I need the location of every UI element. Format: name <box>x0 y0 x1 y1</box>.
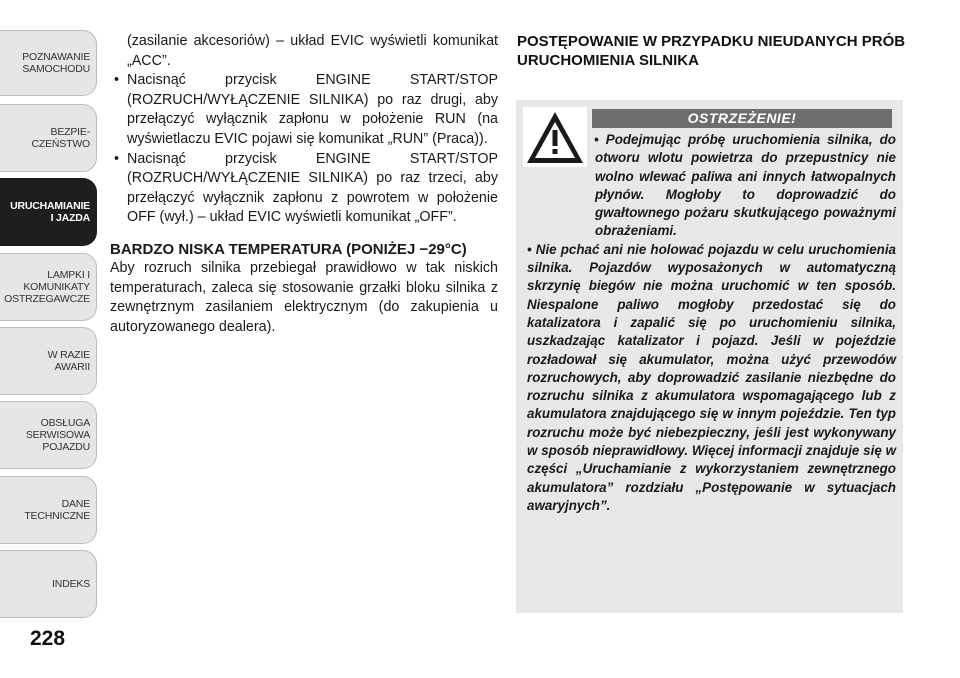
tab-label-line: LAMPKI I <box>47 269 90 281</box>
continuation-text: (zasilanie akcesoriów) – układ EVIC wyświetli komunikat „ACC”. <box>127 33 498 69</box>
tab-label-line: I JAZDA <box>50 212 90 224</box>
tab-label-line: OSTRZEGAWCZE <box>4 293 90 305</box>
tab-label-line: BEZPIE- <box>50 126 90 138</box>
body-paragraph: Aby rozruch silnika przebiegał prawidłowo w tak niskich temperaturach, zaleca się stosowanie grzałki bloku silnika z zewnętrznym zasilaniem elektrycznym (do zakupienia u autoryzowanego dealera). <box>110 259 498 335</box>
tab-label-line: SAMOCHODU <box>22 63 90 75</box>
section-heading: BARDZO NISKA TEMPERATURA (PONIŻEJ −29°C) <box>110 240 467 258</box>
tab-label-line: KOMUNIKATY <box>23 281 90 293</box>
tab-indeks[interactable] <box>0 550 97 618</box>
tab-label-line: W RAZIE <box>47 349 90 361</box>
warning-item: • Nie pchać ani nie holować pojazdu w celu uruchomienia silnika. Pojazdów wyposażonych w automatyczną skrzynię biegów nie można uruchomić w ten sposób. Niespalone paliwo mogłoby przedostać się do katalizatora i zapalić się po uruchomieniu silnika, uszkadzając katalizator i pojazd. Jeśli w pojeździe rozładował się akumulator, można użyć przewodów rozruchowych, aby doprowadzić zasilanie niezbędne do rozruchu silnika z akumulatora wspomagającego lub z akumulatora znajdującego się w innym pojeździe. Ten typ rozruchu może być niebezpieczny, jeśli jest wykonywany w sposób nieprawidłowy. Więcej informacji znajduje się w części „Uruchamianie z wykorzystaniem zewnętrznego akumulatora” rozdziału „Postępowanie w sytuacjach awaryjnych”. <box>527 241 896 513</box>
page-number: 228 <box>30 627 66 650</box>
left-column <box>110 32 498 337</box>
tab-label-line: INDEKS <box>52 578 90 590</box>
warning-title: OSTRZEŻENIE! <box>592 109 892 128</box>
tab-label-line: TECHNICZNE <box>24 510 90 522</box>
warning-text <box>527 131 896 515</box>
tab-obsluga-serwisowa[interactable] <box>0 401 97 469</box>
section-heading: POSTĘPOWANIE W PRZYPADKU NIEUDANYCH PRÓB URUCHOMIENIA SILNIKA <box>517 33 906 69</box>
tab-uruchamianie-i-jazda[interactable] <box>0 178 97 246</box>
tab-label-line: DANE <box>61 498 90 510</box>
tab-dane-techniczne[interactable] <box>0 476 97 544</box>
tab-w-razie-awarii[interactable] <box>0 327 97 395</box>
tab-label-line: CZEŃSTWO <box>31 138 90 150</box>
instruction-bullet: • Nacisnąć przycisk ENGINE START/STOP (ROZRUCH/WYŁĄCZENIE SILNIKA) po raz trzeci, aby przełączyć wyłącznik zapłonu z powrotem w położenie OFF (wył.) – układ EVIC wyświetli komunikat „OFF”. <box>110 150 498 228</box>
tab-label-line: SERWISOWA <box>25 429 90 441</box>
tab-label-line: URUCHAMIANIE <box>10 200 90 212</box>
instruction-bullet: • Nacisnąć przycisk ENGINE START/STOP (ROZRUCH/WYŁĄCZENIE SILNIKA) po raz drugi, aby przełączyć wyłącznik zapłonu w położenie RUN (na wyświetlaczu EVIC pojawi się komunikat „RUN” (Praca)). <box>110 71 498 149</box>
tab-label-line: OBSŁUGA <box>40 417 90 429</box>
warning-item: • Podejmując próbę uruchomienia silnika, do otworu wlotu powietrza do przepustnicy nie wolno wlewać paliwa ani innych łatwopalnych płynów. Mogłoby to doprowadzić do gwałtownego pożaru skutkującego poważnymi obrażeniami. <box>594 132 896 239</box>
tab-poznawanie-samochodu[interactable] <box>0 30 97 96</box>
tab-label-line: POZNAWANIE <box>22 51 90 63</box>
tab-bezpieczenstwo[interactable] <box>0 104 97 172</box>
tab-label-line: AWARII <box>54 361 90 373</box>
tab-label-line: POJAZDU <box>42 441 90 453</box>
tab-lampki-i-komunikaty[interactable] <box>0 253 97 321</box>
